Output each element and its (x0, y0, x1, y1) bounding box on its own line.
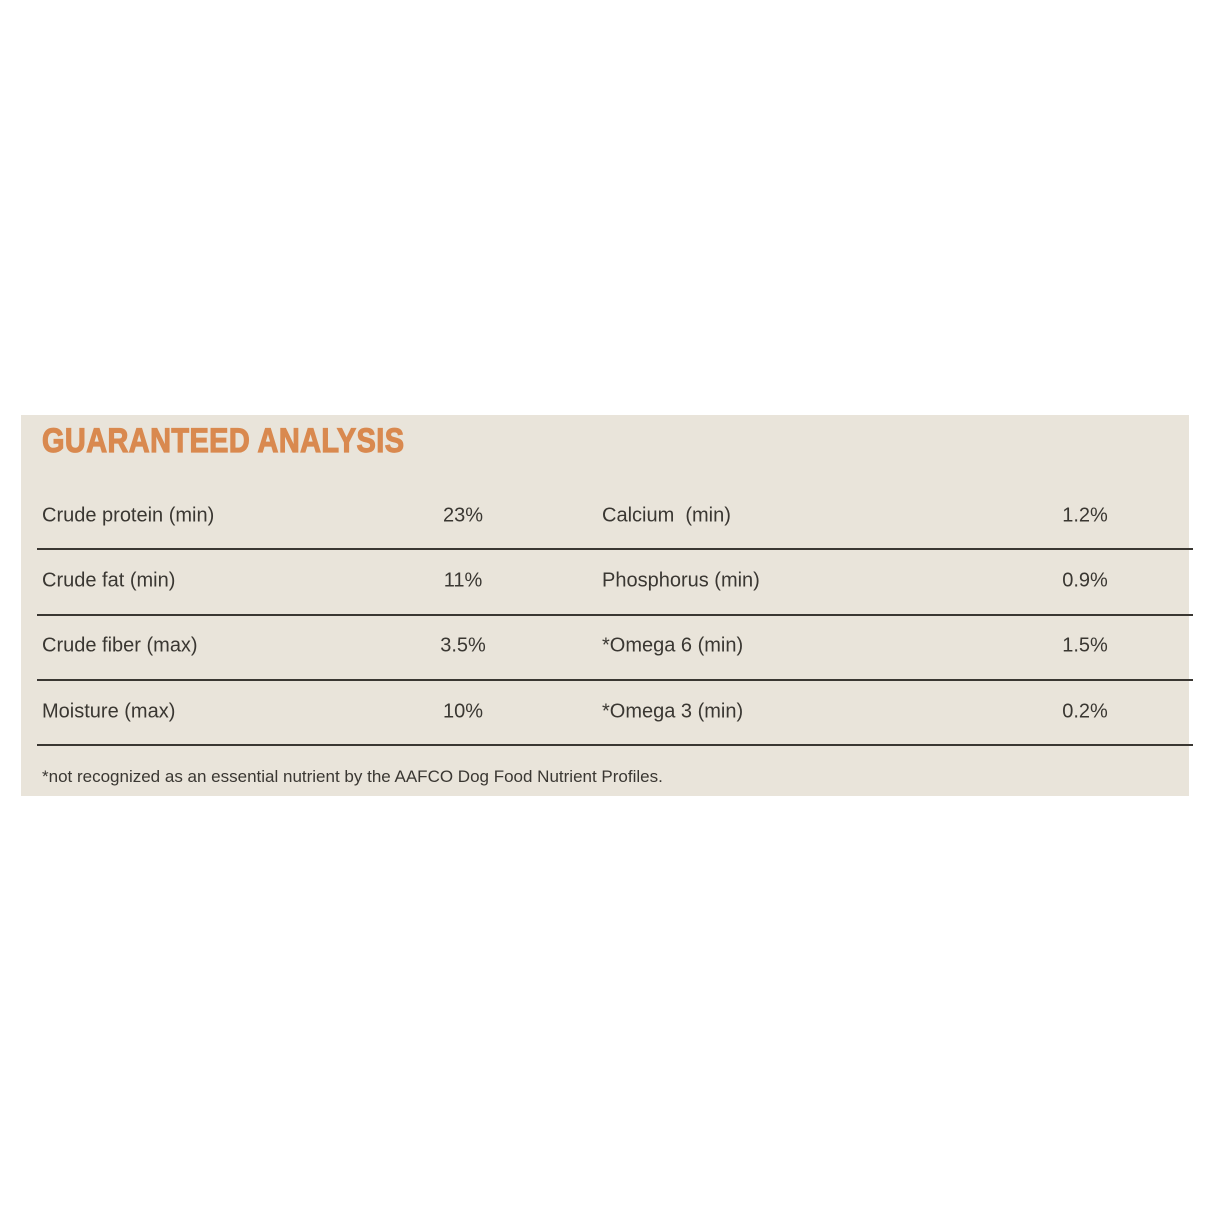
nutrient-value: 1.2% (1062, 504, 1108, 527)
section-title: GUARANTEED ANALYSIS (42, 422, 405, 460)
nutrient-label: Crude fat (min) (42, 569, 176, 592)
table-row (37, 485, 1193, 550)
nutrient-label: Calcium (min) (602, 504, 731, 527)
nutrient-value: 10% (442, 700, 484, 723)
nutrient-label: *Omega 6 (min) (602, 634, 744, 657)
table-row (37, 550, 1193, 615)
analysis-table (37, 485, 1193, 746)
nutrient-value: 0.9% (1062, 569, 1108, 592)
nutrient-value: 0.2% (1062, 700, 1108, 723)
nutrient-label: Moisture (max) (42, 700, 176, 723)
nutrient-label: Phosphorus (min) (602, 569, 760, 592)
nutrient-label: *Omega 3 (min) (602, 700, 744, 723)
nutrient-value: 1.5% (1062, 634, 1108, 657)
nutrient-value: 3.5% (440, 634, 486, 657)
table-row (37, 681, 1193, 746)
footnote: *not recognized as an essential nutrient by the AAFCO Dog Food Nutrient Profiles. (42, 767, 663, 786)
nutrient-label: Crude protein (min) (42, 504, 215, 527)
nutrient-value: 11% (443, 569, 483, 592)
table-row (37, 616, 1193, 681)
nutrient-label: Crude fiber (max) (42, 634, 198, 657)
nutrient-value: 23% (442, 504, 484, 527)
